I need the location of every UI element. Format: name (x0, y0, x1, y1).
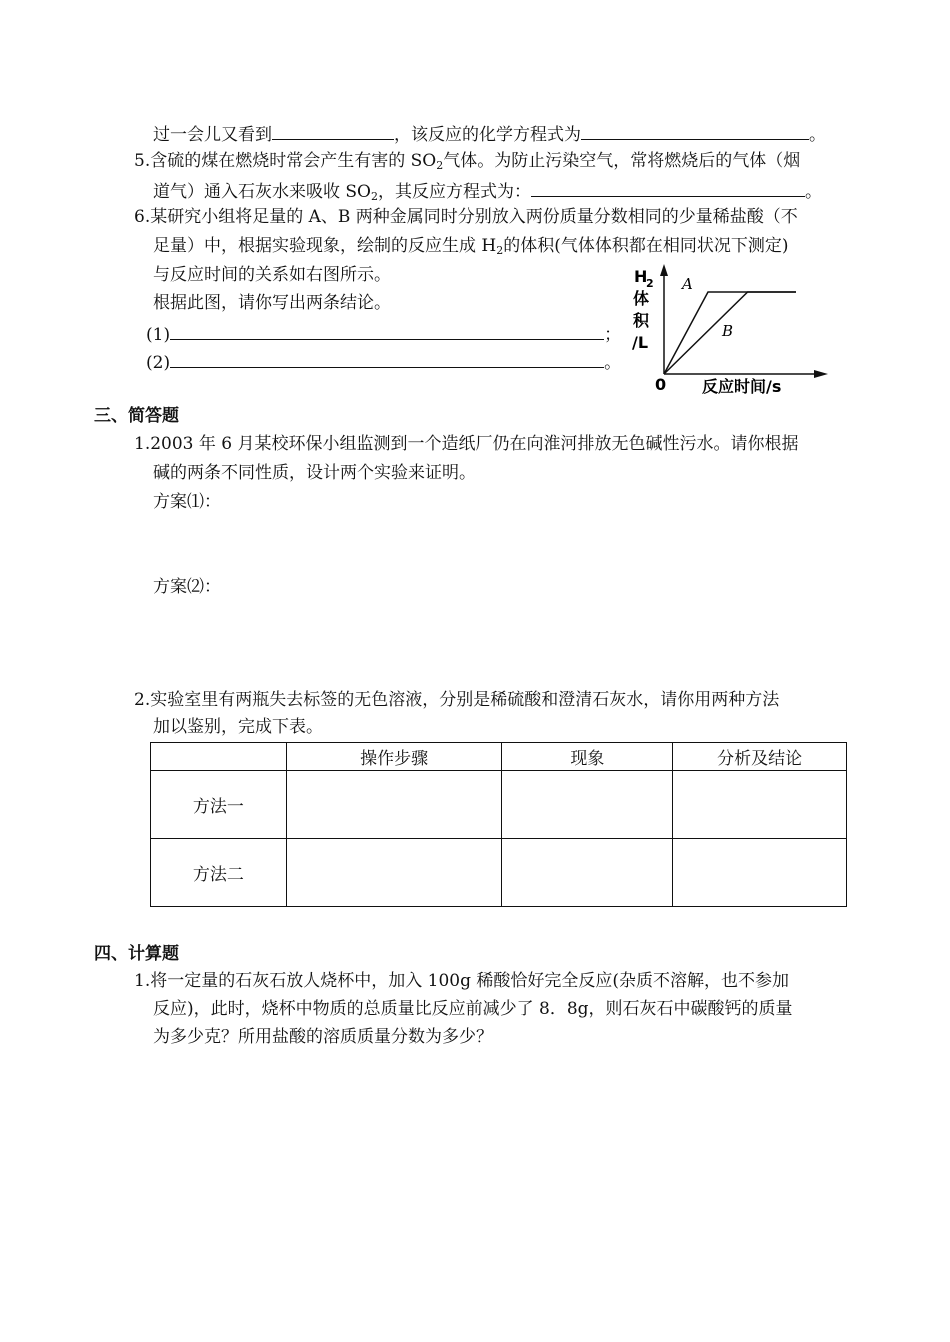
q6-text-1: 某研究小组将足量的 A、B 两种金属同时分别放入两份质量分数相同的少量稀盐酸（不 (150, 207, 798, 227)
q5-text-2b: ，其反应方程式为： (378, 182, 531, 202)
q5-number: 5. (134, 151, 151, 171)
table-input-cell[interactable] (673, 839, 847, 907)
method-label: 方法二 (151, 839, 287, 907)
table-header-row (151, 743, 847, 771)
q6-ans2-end: 。 (604, 353, 622, 373)
table-input-cell[interactable] (502, 839, 673, 907)
q6-ans2-blank[interactable] (170, 349, 604, 368)
q5-sub-2: 2 (371, 190, 378, 203)
table-input-cell[interactable] (286, 839, 502, 907)
y-label-sub: 2 (646, 277, 654, 290)
q6-text-2b: 的体积(气体体积都在相同状况下测定) (503, 236, 789, 256)
table-header-cell: 分析及结论 (673, 743, 847, 771)
s4-q1-line-2: 反应)，此时，烧杯中物质的总质量比反应前减少了 8．8g，则石灰石中碳酸钙的质量 (153, 999, 793, 1019)
q5-text-1b: 气体。为防止污染空气，常将燃烧后的气体（烟 (443, 151, 801, 171)
q6-sub: 2 (496, 244, 504, 257)
q6-text-2a: 足量）中，根据实验现象，绘制的反应生成 H (153, 236, 497, 256)
plan-1-label: 方案⑴： (153, 492, 221, 512)
q6-ans1-blank[interactable] (170, 321, 604, 340)
h2-volume-time-chart (622, 262, 832, 402)
q5-text-2a: 道气）通入石灰水来吸收 SO (153, 182, 371, 202)
s4-q1-line-3: 为多少克？所用盐酸的溶质质量分数为多少？ (153, 1027, 493, 1047)
s3-q2-line-1 (134, 689, 779, 711)
table-input-cell[interactable] (286, 771, 502, 839)
identification-table (150, 742, 847, 907)
s4-q1-line-1 (134, 970, 789, 992)
q5-blank[interactable] (531, 178, 805, 197)
method-label: 方法一 (151, 771, 287, 839)
plan-2-label: 方案⑵： (153, 577, 221, 597)
table-input-cell[interactable] (502, 771, 673, 839)
q4-cont-text-a: 过一会儿又看到 (153, 125, 272, 145)
q5-sub-1: 2 (436, 159, 444, 172)
q6-line-1 (134, 206, 798, 228)
s3-q1-line-1 (134, 433, 799, 455)
q6-line-3: 与反应时间的关系如右图所示。 (153, 265, 391, 285)
x-axis-label: 反应时间/s (702, 377, 782, 396)
s4-q1-number: 1. (134, 971, 151, 991)
y-label-unit: /L (632, 333, 649, 352)
y-label-h: H (634, 267, 648, 286)
y-label-ji: 积 (633, 311, 650, 330)
q6-ans2-label: (2) (146, 353, 171, 373)
q4-blank-1[interactable] (272, 121, 394, 140)
series-b-label: B (722, 322, 734, 340)
q6-ans1-end: ； (604, 325, 622, 345)
section-3-title: 三、简答题 (94, 406, 179, 426)
y-axis-arrow (660, 264, 668, 276)
table-input-cell[interactable] (673, 771, 847, 839)
q6-answer-2 (146, 349, 621, 374)
x-axis-arrow (814, 370, 828, 378)
series-a-label: A (682, 275, 693, 293)
table-header-cell (151, 743, 287, 771)
q5-text-1a: 含硫的煤在燃烧时常会产生有害的 SO (150, 151, 437, 171)
q4-cont-text-b: ，该反应的化学方程式为 (394, 125, 581, 145)
s4-q1-text-1: 将一定量的石灰石放人烧杯中，加入 100g 稀酸恰好完全反应(杂质不溶解，也不参加 (150, 971, 790, 991)
table-header-cell: 现象 (502, 743, 673, 771)
q4-blank-2[interactable] (581, 121, 809, 140)
origin-label: 0 (655, 375, 667, 394)
s3-q2-number: 2. (134, 690, 151, 710)
q4-cont-end: 。 (809, 125, 826, 145)
s3-q1-text-1: 2003 年 6 月某校环保小组监测到一个造纸厂仍在向淮河排放无色碱性污水。请你根据 (150, 434, 799, 454)
s3-q1-number: 1. (134, 434, 151, 454)
table-row (151, 771, 847, 839)
s3-q2-line-2: 加以鉴别，完成下表。 (153, 717, 323, 737)
q6-answer-1 (146, 321, 621, 346)
q5-end: 。 (805, 182, 822, 202)
table-row (151, 839, 847, 907)
q6-ans1-label: (1) (146, 325, 171, 345)
s3-q2-text-1: 实验室里有两瓶失去标签的无色溶液，分别是稀硫酸和澄清石灰水，请你用两种方法 (150, 690, 780, 710)
q5-line-2 (153, 178, 822, 203)
q5-line-1 (134, 150, 800, 172)
q6-line-2 (153, 235, 789, 257)
section-4-title: 四、计算题 (94, 944, 179, 964)
q6-line-4: 根据此图，请你写出两条结论。 (153, 293, 391, 313)
table-header-cell: 操作步骤 (286, 743, 502, 771)
s3-q1-line-2: 碱的两条不同性质，设计两个实验来证明。 (153, 463, 476, 483)
q6-number: 6. (134, 207, 151, 227)
q4-continuation-line (153, 121, 826, 146)
y-axis-label (632, 267, 654, 352)
y-label-ti: 体 (633, 289, 650, 308)
